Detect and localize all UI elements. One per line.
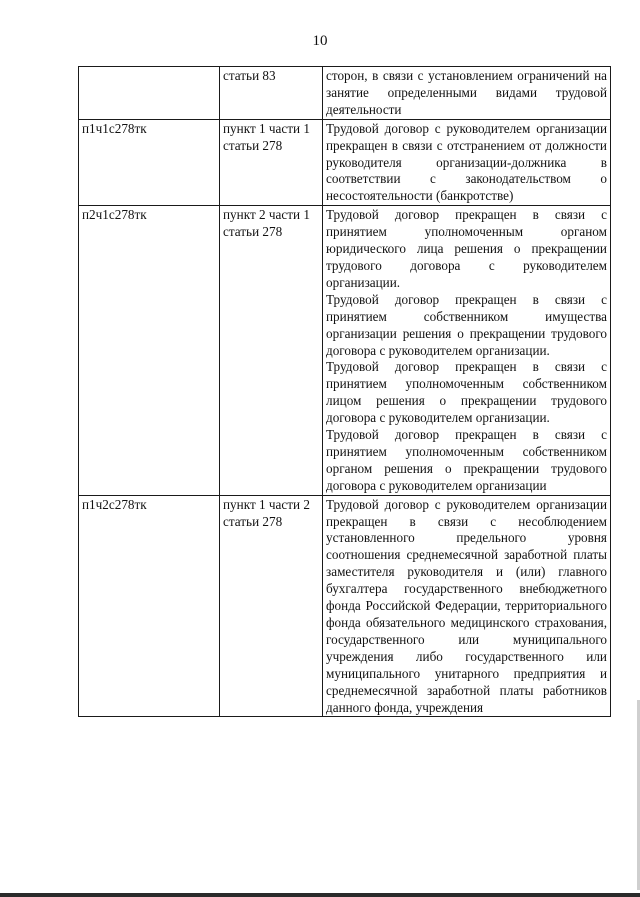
- code-cell: п2ч1с278тк: [79, 206, 220, 495]
- table-row: [79, 495, 611, 717]
- code-cell: [79, 67, 220, 120]
- description-paragraph: сторон, в связи с установлением ограничений на занятие определенными видами трудовой деятельности: [326, 68, 607, 117]
- code-cell: п1ч2с278тк: [79, 495, 220, 717]
- scan-bottom-edge: [0, 893, 640, 897]
- article-cell: пункт 1 части 2 статьи 278: [220, 495, 323, 717]
- description-cell: [323, 206, 611, 495]
- article-cell: статьи 83: [220, 67, 323, 120]
- description-cell: [323, 119, 611, 206]
- description-paragraph: Трудовой договор прекращен в связи с принятием собственником имущества организации решения о прекращении трудового договора с руководителем организации.: [326, 291, 607, 358]
- page-number: 10: [312, 33, 328, 49]
- description-paragraph: Трудовой договор с руководителем организации прекращен в связи с отстранением от должности руководителя организации-должника в соответствии с законодательством о несостоятельности (банкротстве): [326, 120, 607, 204]
- description-paragraph: Трудовой договор прекращен в связи с принятием уполномоченным собственником органом решения о прекращении трудового договора с руководителем организации: [326, 427, 607, 493]
- article-cell: пункт 1 части 1 статьи 278: [220, 119, 323, 206]
- code-cell: п1ч1с278тк: [79, 119, 220, 206]
- dismissal-codes-table: [78, 66, 611, 717]
- description-cell: [323, 495, 611, 717]
- table-row: [79, 119, 611, 206]
- description-paragraph: Трудовой договор прекращен в связи с принятием уполномоченным органом юридического лица решения о прекращении трудового договора с руководителем организации.: [326, 207, 607, 290]
- article-cell: пункт 2 части 1 статьи 278: [220, 206, 323, 495]
- description-cell: [323, 67, 611, 120]
- description-paragraph: Трудовой договор прекращен в связи с принятием уполномоченным собственником лицом решения о прекращении трудового договора с руководителем организации.: [326, 359, 607, 426]
- table-row: [79, 67, 611, 120]
- table-row: [79, 206, 611, 495]
- description-paragraph: Трудовой договор с руководителем организации прекращен в связи с несоблюдением установленного предельного уровня соотношения среднемесячной заработной платы заместителя руководителя и (или) главного бухгалтера государственного внебюджетного фонда Российской Федерации, территориального фонда обязательного медицинского страхования, государственного или муниципального учреждения либо государственного или муниципального унитарного предприятия и среднемесячной заработной платы работников данного фонда, учреждения: [326, 496, 607, 715]
